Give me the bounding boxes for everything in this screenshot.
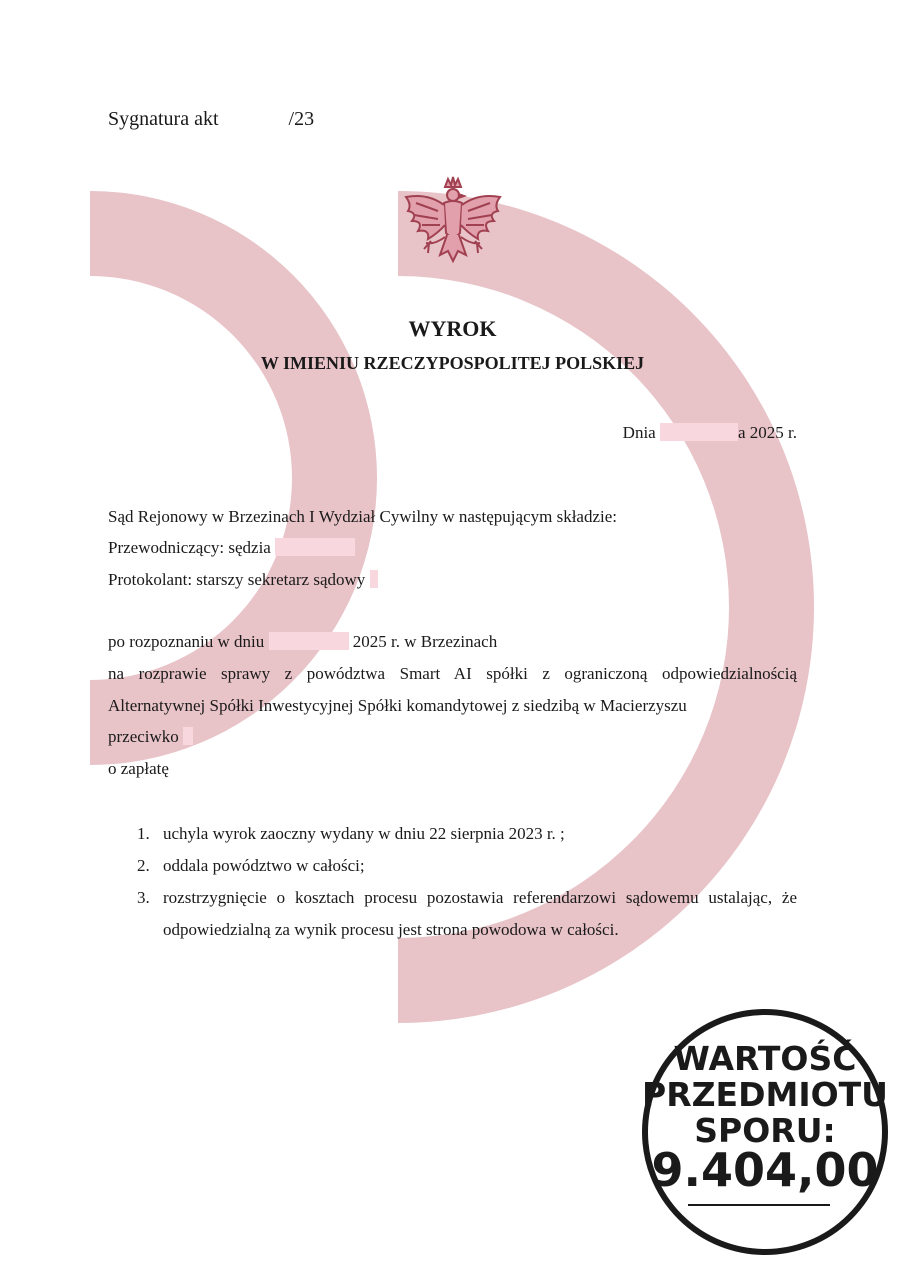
case-description-line-2: Alternatywnej Spółki Inwestycyjnej Spółki komandytowej z siedzibą w Macierzyszu: [108, 696, 687, 715]
list-item: [108, 818, 797, 850]
redacted-hearing-date: [269, 632, 349, 650]
case-description-line-1: na rozprawie sprawy z powództwa Smart AI spółki z ograniczoną odpowiedzialnością: [108, 664, 797, 683]
redacted-clerk-name: [370, 570, 378, 588]
hearing-prefix: po rozpoznaniu w dniu: [108, 632, 265, 651]
signature-label: Sygnatura akt: [108, 108, 219, 130]
judgment-items-list: [108, 818, 797, 946]
judgment-title: WYROK: [408, 316, 497, 341]
court-composition-line: Sąd Rejonowy w Brzezinach I Wydział Cywilny w następującym składzie:: [108, 507, 618, 526]
item-text: uchyla wyrok zaoczny wydany w dniu 22 sierpnia 2023 r. ;: [163, 824, 565, 843]
stamp-line-2: PRZEDMIOTU: [642, 1075, 888, 1114]
judgment-subtitle: W IMIENIU RZECZYPOSPOLITEJ POLSKIEJ: [260, 353, 645, 373]
redacted-date: [660, 423, 738, 441]
clerk-label: Protokolant: starszy sekretarz sądowy: [108, 570, 366, 589]
item-text: rozstrzygnięcie o kosztach procesu pozostawia referendarzowi sądowemu ustalając, że odpowiedzialną za wynik procesu jest strona powodowa w całości.: [163, 888, 797, 939]
chair-label: Przewodniczący: sędzia: [108, 538, 271, 557]
judgment-date: [623, 423, 797, 443]
date-suffix: a 2025 r.: [737, 423, 797, 442]
hearing-line: [108, 632, 497, 652]
clerk-line: [108, 570, 378, 590]
stamp-value: 9.404,00: [651, 1143, 879, 1197]
case-signature: [108, 108, 314, 131]
item-number: 2.: [137, 856, 150, 875]
against-label: przeciwko: [108, 727, 179, 746]
redacted-judge-name: [275, 538, 355, 556]
list-item: [108, 882, 797, 946]
redacted-defendant-name: [183, 727, 193, 745]
signature-suffix: /23: [288, 108, 315, 130]
date-prefix: Dnia: [622, 423, 656, 442]
hearing-suffix: 2025 r. w Brzezinach: [352, 632, 498, 651]
dispute-value-stamp: [640, 1003, 890, 1261]
case-subject: o zapłatę: [108, 759, 169, 778]
item-number: 3.: [137, 888, 150, 907]
item-text: oddala powództwo w całości;: [163, 856, 365, 875]
against-line: [108, 727, 193, 747]
stamp-line-1: WARTOŚĆ: [673, 1039, 857, 1078]
list-item: [108, 850, 797, 882]
item-number: 1.: [137, 824, 150, 843]
chair-line: [108, 538, 355, 558]
polish-eagle-emblem-icon: [398, 175, 508, 285]
stamp-line-3: SPORU:: [694, 1111, 836, 1150]
